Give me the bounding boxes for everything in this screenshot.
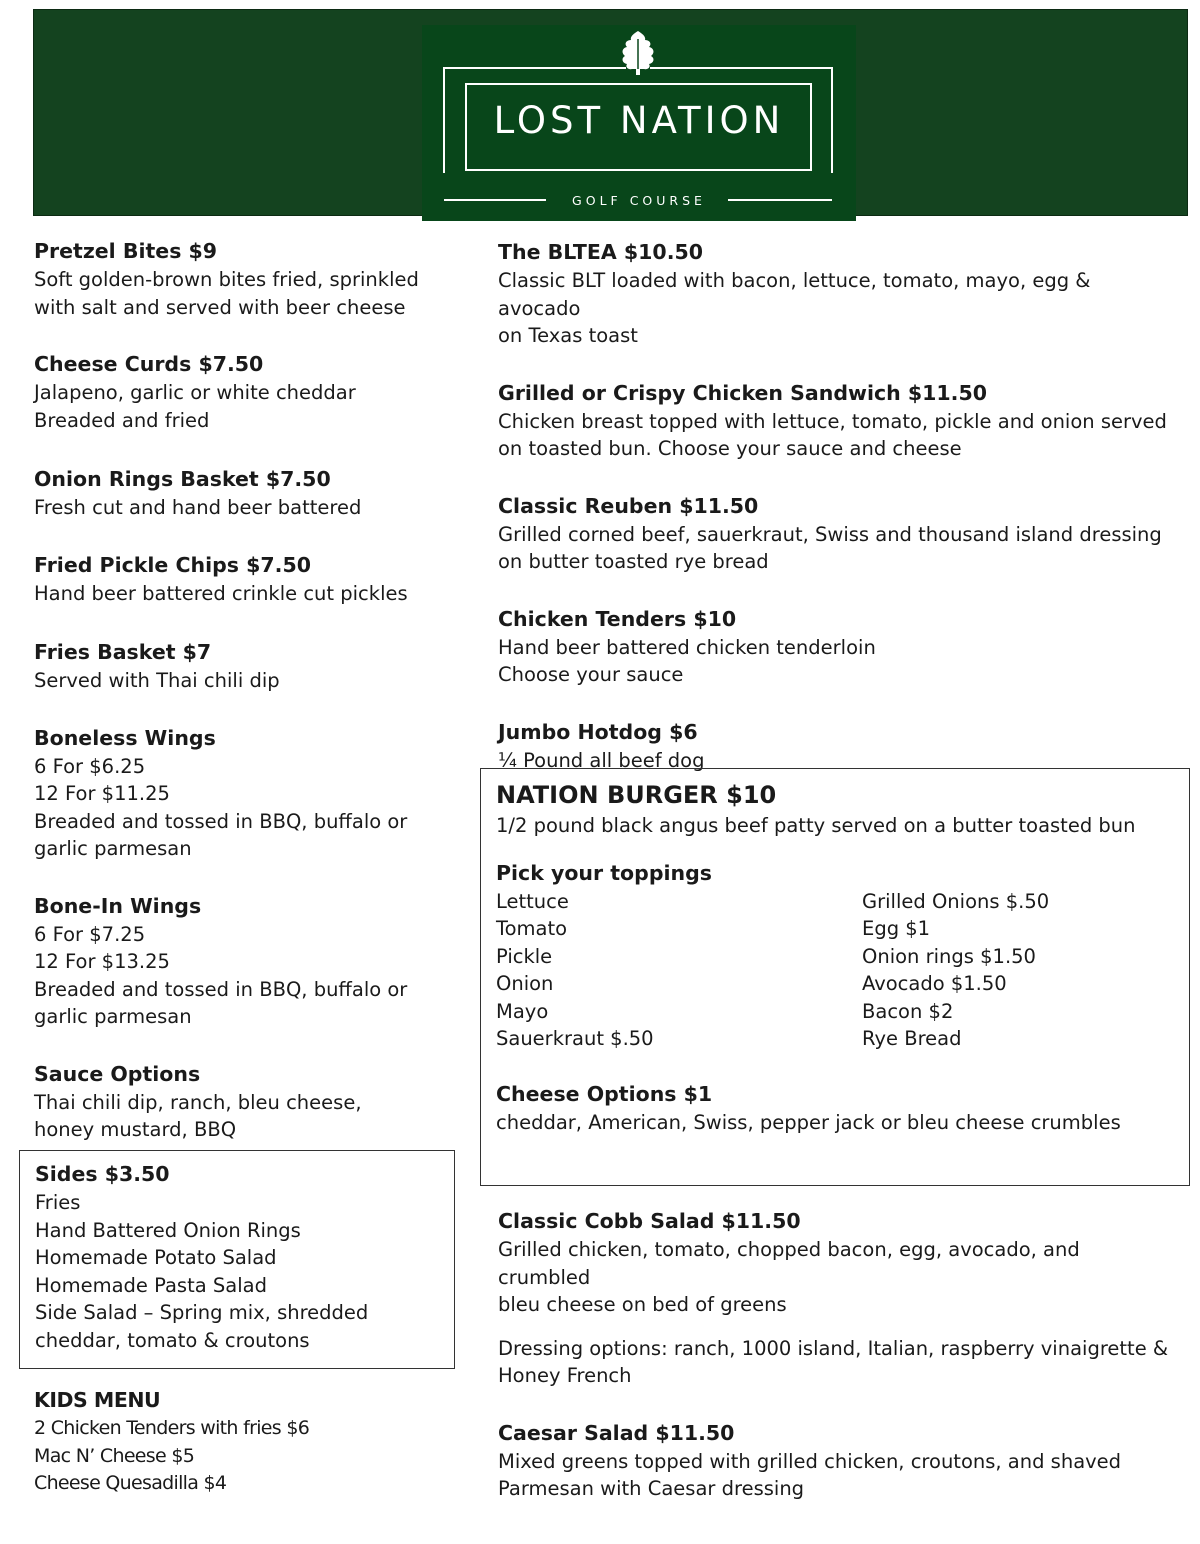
item-line: Mixed greens topped with grilled chicken, croutons, and shaved — [498, 1449, 1122, 1473]
item-title: The BLTEA $10.50 — [498, 240, 704, 264]
sides-title: Sides $3.50 — [35, 1162, 170, 1186]
cheese-line: cheddar, American, Swiss, pepper jack or bleu cheese crumbles — [496, 1110, 1121, 1134]
menu-item — [34, 464, 454, 522]
kids-line: Cheese Quesadilla $4 — [34, 1472, 227, 1494]
sides-line: Homemade Potato Salad — [35, 1246, 277, 1269]
logo-subtitle: GOLF COURSE — [572, 193, 706, 208]
item-line: Grilled chicken, tomato, chopped bacon, egg, avocado, and crumbled — [498, 1238, 1080, 1289]
item-line: Breaded and tossed in BBQ, buffalo or — [34, 977, 408, 1001]
kids-line: Mac N’ Cheese $5 — [34, 1444, 195, 1467]
item-title: Grilled or Crispy Chicken Sandwich $11.50 — [498, 380, 987, 405]
kids-title: KIDS MENU — [34, 1388, 161, 1412]
item-line: 12 For $13.25 — [34, 950, 170, 973]
item-title: Fried Pickle Chips $7.50 — [34, 552, 311, 577]
item-line: Hand beer battered crinkle cut pickles — [34, 581, 408, 605]
sides-box — [19, 1150, 455, 1369]
menu-item — [34, 891, 454, 1031]
toppings-grid — [496, 888, 1189, 1053]
logo-title: LOST NATION — [493, 99, 785, 142]
menu-item — [498, 1418, 1178, 1503]
burger-title: NATION BURGER $10 — [496, 781, 777, 809]
item-title: Onion Rings Basket $7.50 — [34, 467, 331, 491]
item-line: Served with Thai chili dip — [34, 669, 280, 692]
item-line: Fresh cut and hand beer battered — [34, 496, 362, 519]
item-line: Honey French — [498, 1364, 632, 1387]
dressing-options — [498, 1335, 1178, 1390]
item-line: Thai chili dip, ranch, bleu cheese, — [34, 1090, 362, 1114]
item-line: 12 For $11.25 — [34, 782, 170, 805]
menu-item — [34, 637, 454, 695]
item-line: Grilled corned beef, sauerkraut, Swiss and thousand island dressing — [498, 522, 1162, 546]
item-line: Dressing options: ranch, 1000 island, Italian, raspberry vinaigrette & — [498, 1336, 1169, 1360]
item-line: Soft golden-brown bites fried, sprinkled — [34, 268, 419, 291]
cheese-title: Cheese Options $1 — [496, 1081, 713, 1106]
sides-line: Fries — [35, 1191, 81, 1214]
item-line: Classic BLT loaded with bacon, lettuce, tomato, mayo, egg & avocado — [498, 269, 1091, 320]
topping-item: Onion rings $1.50 — [862, 944, 1036, 968]
topping-item: Pickle — [496, 944, 553, 968]
item-title: Classic Cobb Salad $11.50 — [498, 1209, 801, 1233]
menu-item — [34, 723, 454, 863]
item-line: 6 For $7.25 — [34, 922, 146, 946]
item-line: on butter toasted rye bread — [498, 550, 769, 573]
sides-line: Side Salad – Spring mix, shredded — [35, 1301, 369, 1324]
item-title: Fries Basket $7 — [34, 640, 212, 664]
item-title: Chicken Tenders $10 — [498, 606, 737, 631]
item-title: Boneless Wings — [34, 725, 216, 750]
right-column — [498, 237, 1178, 774]
item-line: Chicken breast topped with lettuce, tomato, pickle and onion served — [498, 409, 1167, 433]
item-line: bleu cheese on bed of greens — [498, 1293, 787, 1316]
topping-item: Bacon $2 — [862, 999, 954, 1023]
item-title: Classic Reuben $11.50 — [498, 493, 759, 518]
item-line: Hand beer battered chicken tenderloin — [498, 635, 876, 659]
item-line: Jalapeno, garlic or white cheddar — [34, 381, 356, 404]
item-line: Breaded and fried — [34, 408, 210, 432]
item-line: ¼ Pound all beef dog — [498, 748, 705, 772]
kids-menu — [34, 1385, 454, 1498]
menu-item — [34, 236, 454, 321]
menu-item — [34, 550, 454, 608]
item-line: Choose your sauce — [498, 663, 684, 686]
logo — [422, 25, 856, 221]
topping-item: Tomato — [496, 917, 568, 940]
item-line: garlic parmesan — [34, 1005, 192, 1028]
item-line: Parmesan with Caesar dressing — [498, 1477, 805, 1500]
item-title: Sauce Options — [34, 1061, 201, 1086]
item-title: Pretzel Bites $9 — [34, 239, 218, 263]
menu-item — [498, 491, 1178, 576]
header-band — [33, 9, 1188, 216]
menu-item — [498, 1206, 1178, 1319]
sides-line: Hand Battered Onion Rings — [35, 1218, 301, 1242]
kids-line: 2 Chicken Tenders with fries $6 — [34, 1417, 310, 1439]
menu-item — [34, 349, 454, 434]
item-title: Cheese Curds $7.50 — [34, 352, 264, 376]
item-title: Jumbo Hotdog $6 — [498, 719, 698, 744]
topping-item: Lettuce — [496, 889, 569, 913]
salads — [498, 1206, 1178, 1503]
item-title: Bone-In Wings — [34, 893, 202, 918]
toppings-title: Pick your toppings — [496, 860, 712, 885]
burger-box — [480, 768, 1190, 1186]
topping-item: Egg $1 — [862, 917, 931, 940]
topping-item: Sauerkraut $.50 — [496, 1027, 654, 1050]
menu-item — [34, 1059, 454, 1144]
topping-item: Onion — [496, 972, 554, 995]
item-line: on toasted bun. Choose your sauce and cheese — [498, 437, 962, 460]
menu-item — [498, 717, 1178, 775]
topping-item: Rye Bread — [862, 1027, 962, 1050]
topping-item: Avocado $1.50 — [862, 972, 1007, 995]
burger-description: 1/2 pound black angus beef patty served on a butter toasted bun — [496, 814, 1136, 837]
menu-item — [498, 237, 1178, 350]
item-line: with salt and served with beer cheese — [34, 295, 406, 319]
item-line: garlic parmesan — [34, 837, 192, 860]
item-title: Caesar Salad $11.50 — [498, 1420, 735, 1445]
item-line: on Texas toast — [498, 324, 638, 347]
sides-line: cheddar, tomato & croutons — [35, 1328, 310, 1352]
toppings-right — [862, 888, 1049, 1053]
menu-item — [498, 604, 1178, 689]
item-line: 6 For $6.25 — [34, 754, 146, 778]
item-line: honey mustard, BBQ — [34, 1118, 237, 1141]
item-line: Breaded and tossed in BBQ, buffalo or — [34, 809, 408, 833]
toppings-left — [496, 888, 862, 1053]
topping-item: Mayo — [496, 999, 549, 1023]
menu-item — [498, 378, 1178, 463]
topping-item: Grilled Onions $.50 — [862, 889, 1050, 913]
sides-line: Homemade Pasta Salad — [35, 1273, 267, 1297]
left-column — [34, 236, 454, 1144]
